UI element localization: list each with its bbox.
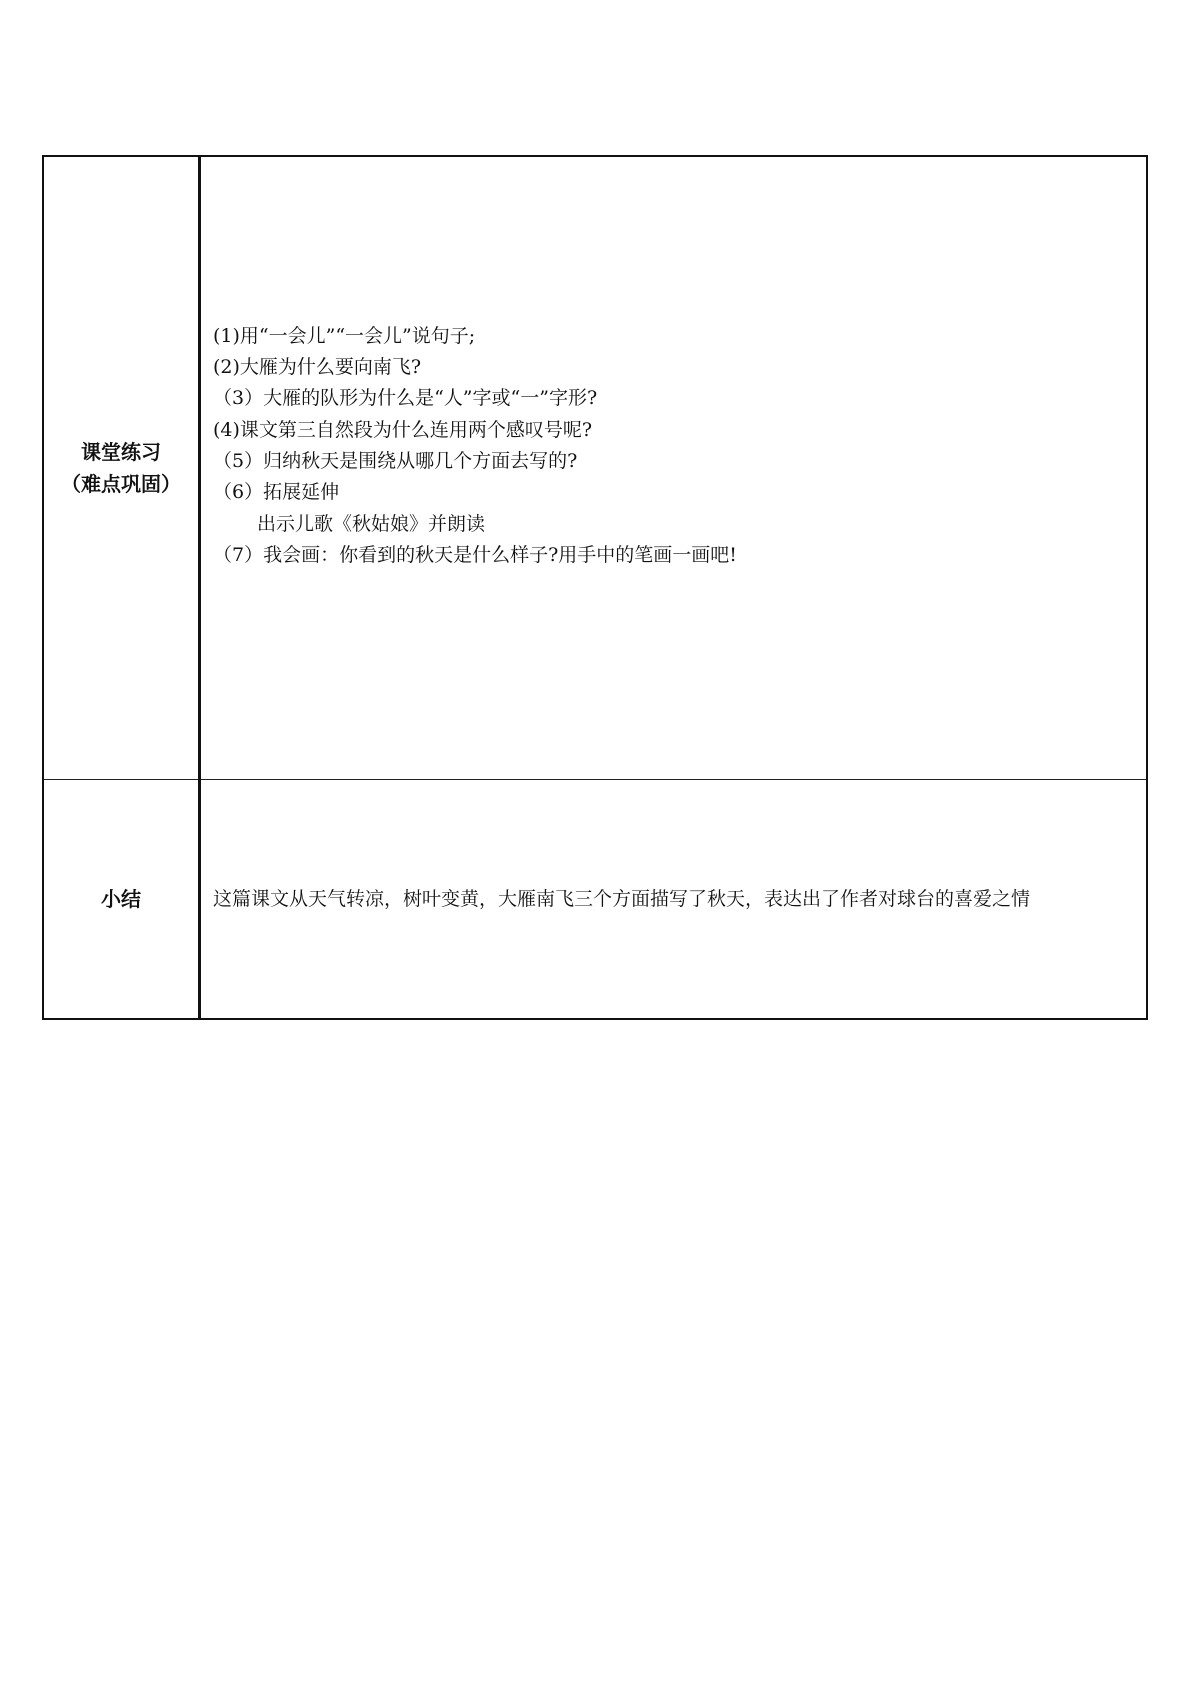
- exercise-label-title: 课堂练习: [81, 440, 161, 464]
- lesson-plan-table: [42, 155, 1148, 1020]
- exercise-label-subtitle: （难点巩固）: [61, 472, 181, 496]
- exercise-item: (1)用“一会儿”“一会儿”说句子;: [213, 324, 476, 347]
- summary-text: 这篇课文从天气转凉，树叶变黄，大雁南飞三个方面描写了秋天，表达出了作者对球台的喜爱之情: [213, 888, 1031, 910]
- summary-row: [43, 780, 1147, 1020]
- exercise-row: [43, 156, 1147, 780]
- exercise-content-cell: [200, 156, 1148, 780]
- exercise-item: (2)大雁为什么要向南飞?: [213, 356, 422, 379]
- exercise-item: (4)课文第三自然段为什么连用两个感叹号呢?: [213, 418, 593, 441]
- exercise-item: （5）归纳秋天是围绕从哪几个方面去写的?: [213, 450, 578, 472]
- exercise-list: [201, 321, 1146, 571]
- exercise-label-cell: [43, 156, 200, 780]
- summary-label: 小结: [101, 887, 141, 911]
- exercise-item: （6）拓展延伸: [213, 481, 340, 504]
- summary-label-cell: [43, 780, 200, 1020]
- exercise-item: （7）我会画：你看到的秋天是什么样子?用手中的笔画一画吧!: [213, 543, 737, 566]
- summary-content-cell: [200, 780, 1148, 1020]
- exercise-item: 出示儿歌《秋姑娘》并朗读: [257, 512, 486, 535]
- exercise-item: （3）大雁的队形为什么是“人”字或“一”字形?: [213, 387, 598, 410]
